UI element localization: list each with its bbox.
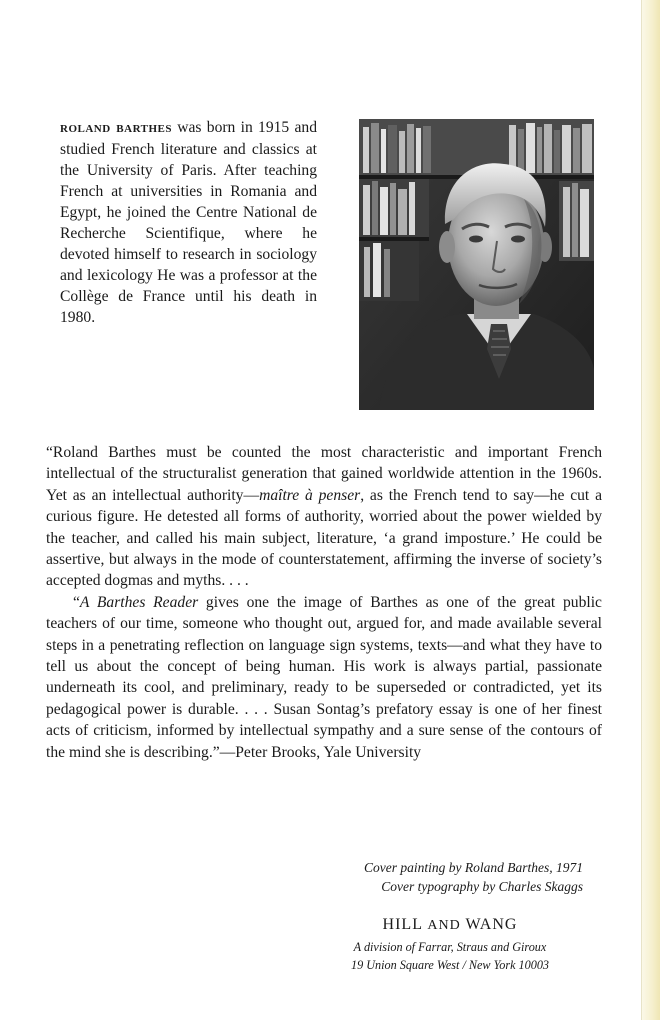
cover-painting-credit: Cover painting by Roland Barthes, 1971 (364, 860, 583, 875)
cover-credits (300, 858, 605, 896)
publisher-name-part-b: WANG (460, 916, 518, 933)
quote-p1-text-b: , as the French tend to say—he cut a curious figure. He detested all forms of authority, worried about the power wielded by the teacher, and called his main subject, literature, ‘a grand imposture.’ He could be assertive, but always in the mode of counterstatement, affirming the inverse of society’s accepted dogmas and myths. . . . (46, 486, 602, 590)
page-edge-strip (642, 0, 660, 1020)
publisher-name-part-a: HILL (382, 916, 428, 933)
quote-p1-emphasis: maître à penser (259, 486, 361, 504)
quote-p2-book-title: A Barthes Reader (79, 593, 199, 611)
publisher-block (315, 916, 585, 974)
author-bio (60, 117, 317, 328)
publisher-name-and: AND (427, 918, 461, 933)
review-quote (46, 442, 602, 763)
author-photo (359, 119, 594, 410)
publisher-name (315, 916, 585, 934)
quote-paragraph-1 (46, 442, 602, 592)
author-portrait-image (359, 119, 594, 410)
quote-p1-text-a: “Roland Barthes must be counted the most characteristic and important French intellectual of the structuralist generation that gained worldwide attention in the 1960s. Yet as an intellectual authority— (46, 444, 602, 504)
publisher-division: A division of Farrar, Straus and Giroux (353, 940, 547, 954)
quote-p2-open-mark: “ (73, 593, 80, 611)
author-bio-text: was born in 1915 and studied French literature and classics at the University of Paris. After teaching French at universities in Romania and Egypt, he joined the Centre National de Recherche Scientifique, where he devoted himself to research in sociology and lexicology He was a professor at the Collège de France until his death in 1980. (60, 119, 317, 326)
cover-typography-credit: Cover typography by Charles Skaggs (381, 879, 583, 894)
quote-paragraph-2 (46, 592, 602, 763)
author-name: roland barthes (60, 120, 172, 136)
quote-p2-text: gives one the image of Barthes as one of the great public teachers of our time, someone who thought out, argued for, and made available several steps in a penetrating reflection on language sign systems, texts—and what they have to tell us about the concept of being human. His work is always partial, passionate underneath its cool, and preliminary, ready to be superseded or contradicted, yet its pedagogical power is durable. . . . Susan Sontag’s prefatory essay is one of her finest acts of criticism, informed by intellectual sympathy and a sure sense of the contours of the mind she is describing.”—Peter Brooks, Yale University (46, 593, 602, 761)
publisher-address: 19 Union Square West / New York 10003 (350, 958, 550, 972)
